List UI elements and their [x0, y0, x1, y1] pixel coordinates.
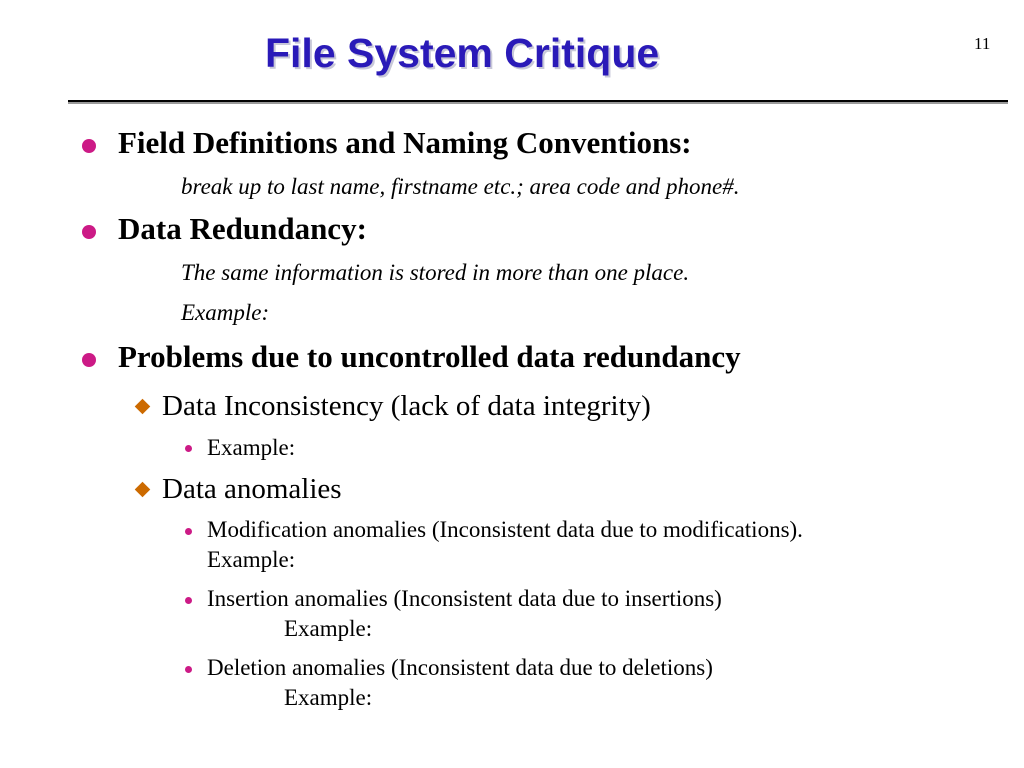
deletion-anomalies: Deletion anomalies (Inconsistent data due to deletions) — [207, 655, 713, 680]
bullet-dot-icon — [82, 225, 96, 239]
slide-title: File System Critique — [265, 30, 660, 76]
small-dot-icon — [185, 528, 192, 535]
deletion-anomalies-example: Example: — [284, 685, 373, 710]
bullet-dot-icon — [82, 139, 96, 153]
insertion-anomalies: Insertion anomalies (Inconsistent data due to insertions) — [207, 586, 722, 611]
subitem-data-anomalies: Data anomalies — [162, 473, 342, 505]
diamond-bullet-icon — [135, 399, 151, 415]
bullet-problems-redundancy: Problems due to uncontrolled data redundancy — [118, 339, 741, 374]
bullet-data-redundancy: Data Redundancy: — [118, 211, 367, 246]
insertion-anomalies-example: Example: — [284, 616, 373, 641]
small-dot-icon — [185, 666, 192, 673]
data-redundancy-detail: The same information is stored in more than one place. — [181, 260, 690, 285]
page-number: 11 — [974, 34, 991, 53]
diamond-bullet-icon — [135, 482, 151, 498]
bullet-field-definitions: Field Definitions and Naming Conventions: — [118, 125, 692, 160]
bullet-dot-icon — [82, 353, 96, 367]
data-redundancy-example: Example: — [181, 300, 270, 325]
small-dot-icon — [185, 445, 192, 452]
title-divider — [68, 100, 1008, 102]
modification-anomalies: Modification anomalies (Inconsistent data due to modifications). — [207, 517, 803, 542]
field-definitions-detail: break up to last name, firstname etc.; area code and phone#. — [181, 174, 740, 199]
subitem-data-inconsistency: Data Inconsistency (lack of data integrity) — [162, 390, 651, 422]
small-dot-icon — [185, 597, 192, 604]
modification-anomalies-example: Example: — [207, 547, 296, 572]
data-inconsistency-example: Example: — [207, 435, 296, 460]
